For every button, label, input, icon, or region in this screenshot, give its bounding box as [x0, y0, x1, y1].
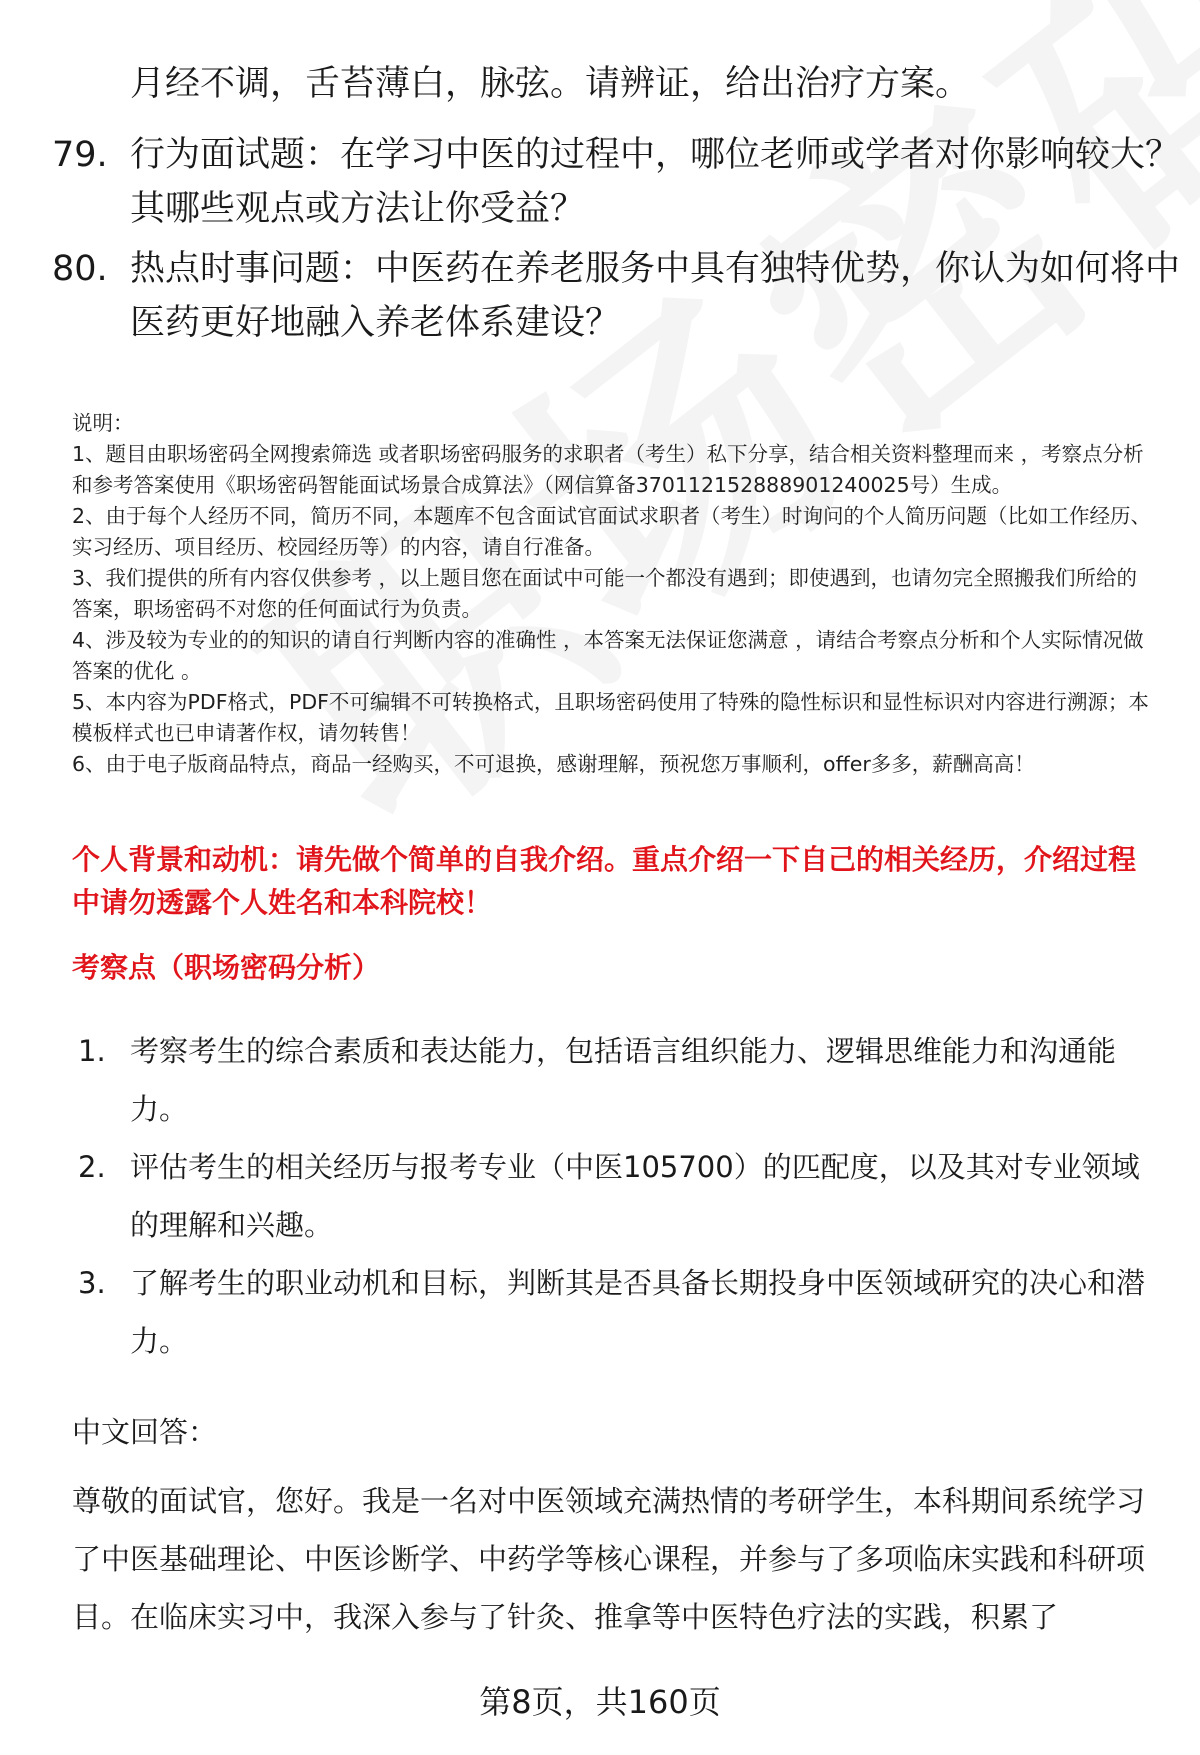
note-item: 5、本内容为PDF格式，PDF不可编辑不可转换格式，且职场密码使用了特殊的隐性标识和显性标识对内容进行溯源；本模板样式也已申请著作权，请勿转售！	[72, 690, 1149, 745]
answer-text: 尊敬的面试官，您好。我是一名对中医领域充满热情的考研学生，本科期间系统学习了中医基础理论、中医诊断学、中药学等核心课程，并参与了多项临床实践和科研项目。在临床实习中，我深入参与了针灸、推拿等中医特色疗法的实践，积累了	[72, 1484, 1146, 1634]
point-number: 2.	[78, 1150, 106, 1184]
list-item	[78, 1022, 1163, 1138]
note-item: 1、题目由职场密码全网搜索筛选 或者职场密码服务的求职者（考生）私下分享，结合相关资料整理而来 ，考察点分析和参考答案使用《职场密码智能面试场景合成算法》（网信算备370112152888901240025号）生成。	[72, 442, 1144, 497]
page-footer: 第8页，共160页	[479, 1683, 721, 1721]
intro-question: 个人背景和动机：请先做个简单的自我介绍。重点介绍一下自己的相关经历，介绍过程中请勿透露个人姓名和本科院校！	[72, 843, 1137, 919]
previous-question-tail: 月经不调，舌苔薄白，脉弦。请辨证，给出治疗方案。	[130, 64, 971, 104]
disclaimer-notes	[72, 408, 1152, 780]
question-text: 热点时事问题：中医药在养老服务中具有独特优势，你认为如何将中医药更好地融入养老体系建设？	[130, 249, 1181, 343]
point-text: 了解考生的职业动机和目标，判断其是否具备长期投身中医领域研究的决心和潜力。	[130, 1266, 1146, 1358]
note-item: 4、涉及较为专业的的知识的请自行判断内容的准确性 ，本答案无法保证您满意 ，请结合考察点分析和个人实际情况做答案的优化 。	[72, 628, 1144, 683]
point-text: 考察考生的综合素质和表达能力，包括语言组织能力、逻辑思维能力和沟通能力。	[130, 1034, 1117, 1126]
question-number: 80.	[52, 249, 108, 289]
answer-label: 中文回答：	[72, 1415, 218, 1449]
note-item: 3、我们提供的所有内容仅供参考 ，以上题目您在面试中可能一个都没有遇到；即使遇到，也请勿完全照搬我们所给的答案，职场密码不对您的任何面试行为负责。	[72, 566, 1138, 621]
question-text: 行为面试题：在学习中医的过程中，哪位老师或学者对你影响较大？其哪些观点或方法让你受益？	[130, 135, 1181, 229]
list-item	[78, 1254, 1163, 1370]
note-item: 6、由于电子版商品特点，商品一经购买，不可退换，感谢理解，预祝您万事顺利，offer多多，薪酬高高！	[72, 752, 1035, 776]
list-item	[78, 1138, 1163, 1254]
question-number: 79.	[52, 135, 108, 175]
assessment-points	[78, 1022, 1163, 1370]
note-item: 2、由于每个人经历不同，简历不同，本题库不包含面试官面试求职者（考生）时询问的个人简历问题（比如工作经历、实习经历、项目经历、校园经历等）的内容，请自行准备。	[72, 504, 1152, 559]
point-number: 1.	[78, 1034, 106, 1068]
notes-title: 说明：	[72, 411, 134, 435]
point-text: 评估考生的相关经历与报考专业（中医105700）的匹配度，以及其对专业领域的理解和兴趣。	[130, 1150, 1140, 1242]
section-title: 考察点（职场密码分析）	[72, 951, 381, 984]
point-number: 3.	[78, 1266, 106, 1300]
